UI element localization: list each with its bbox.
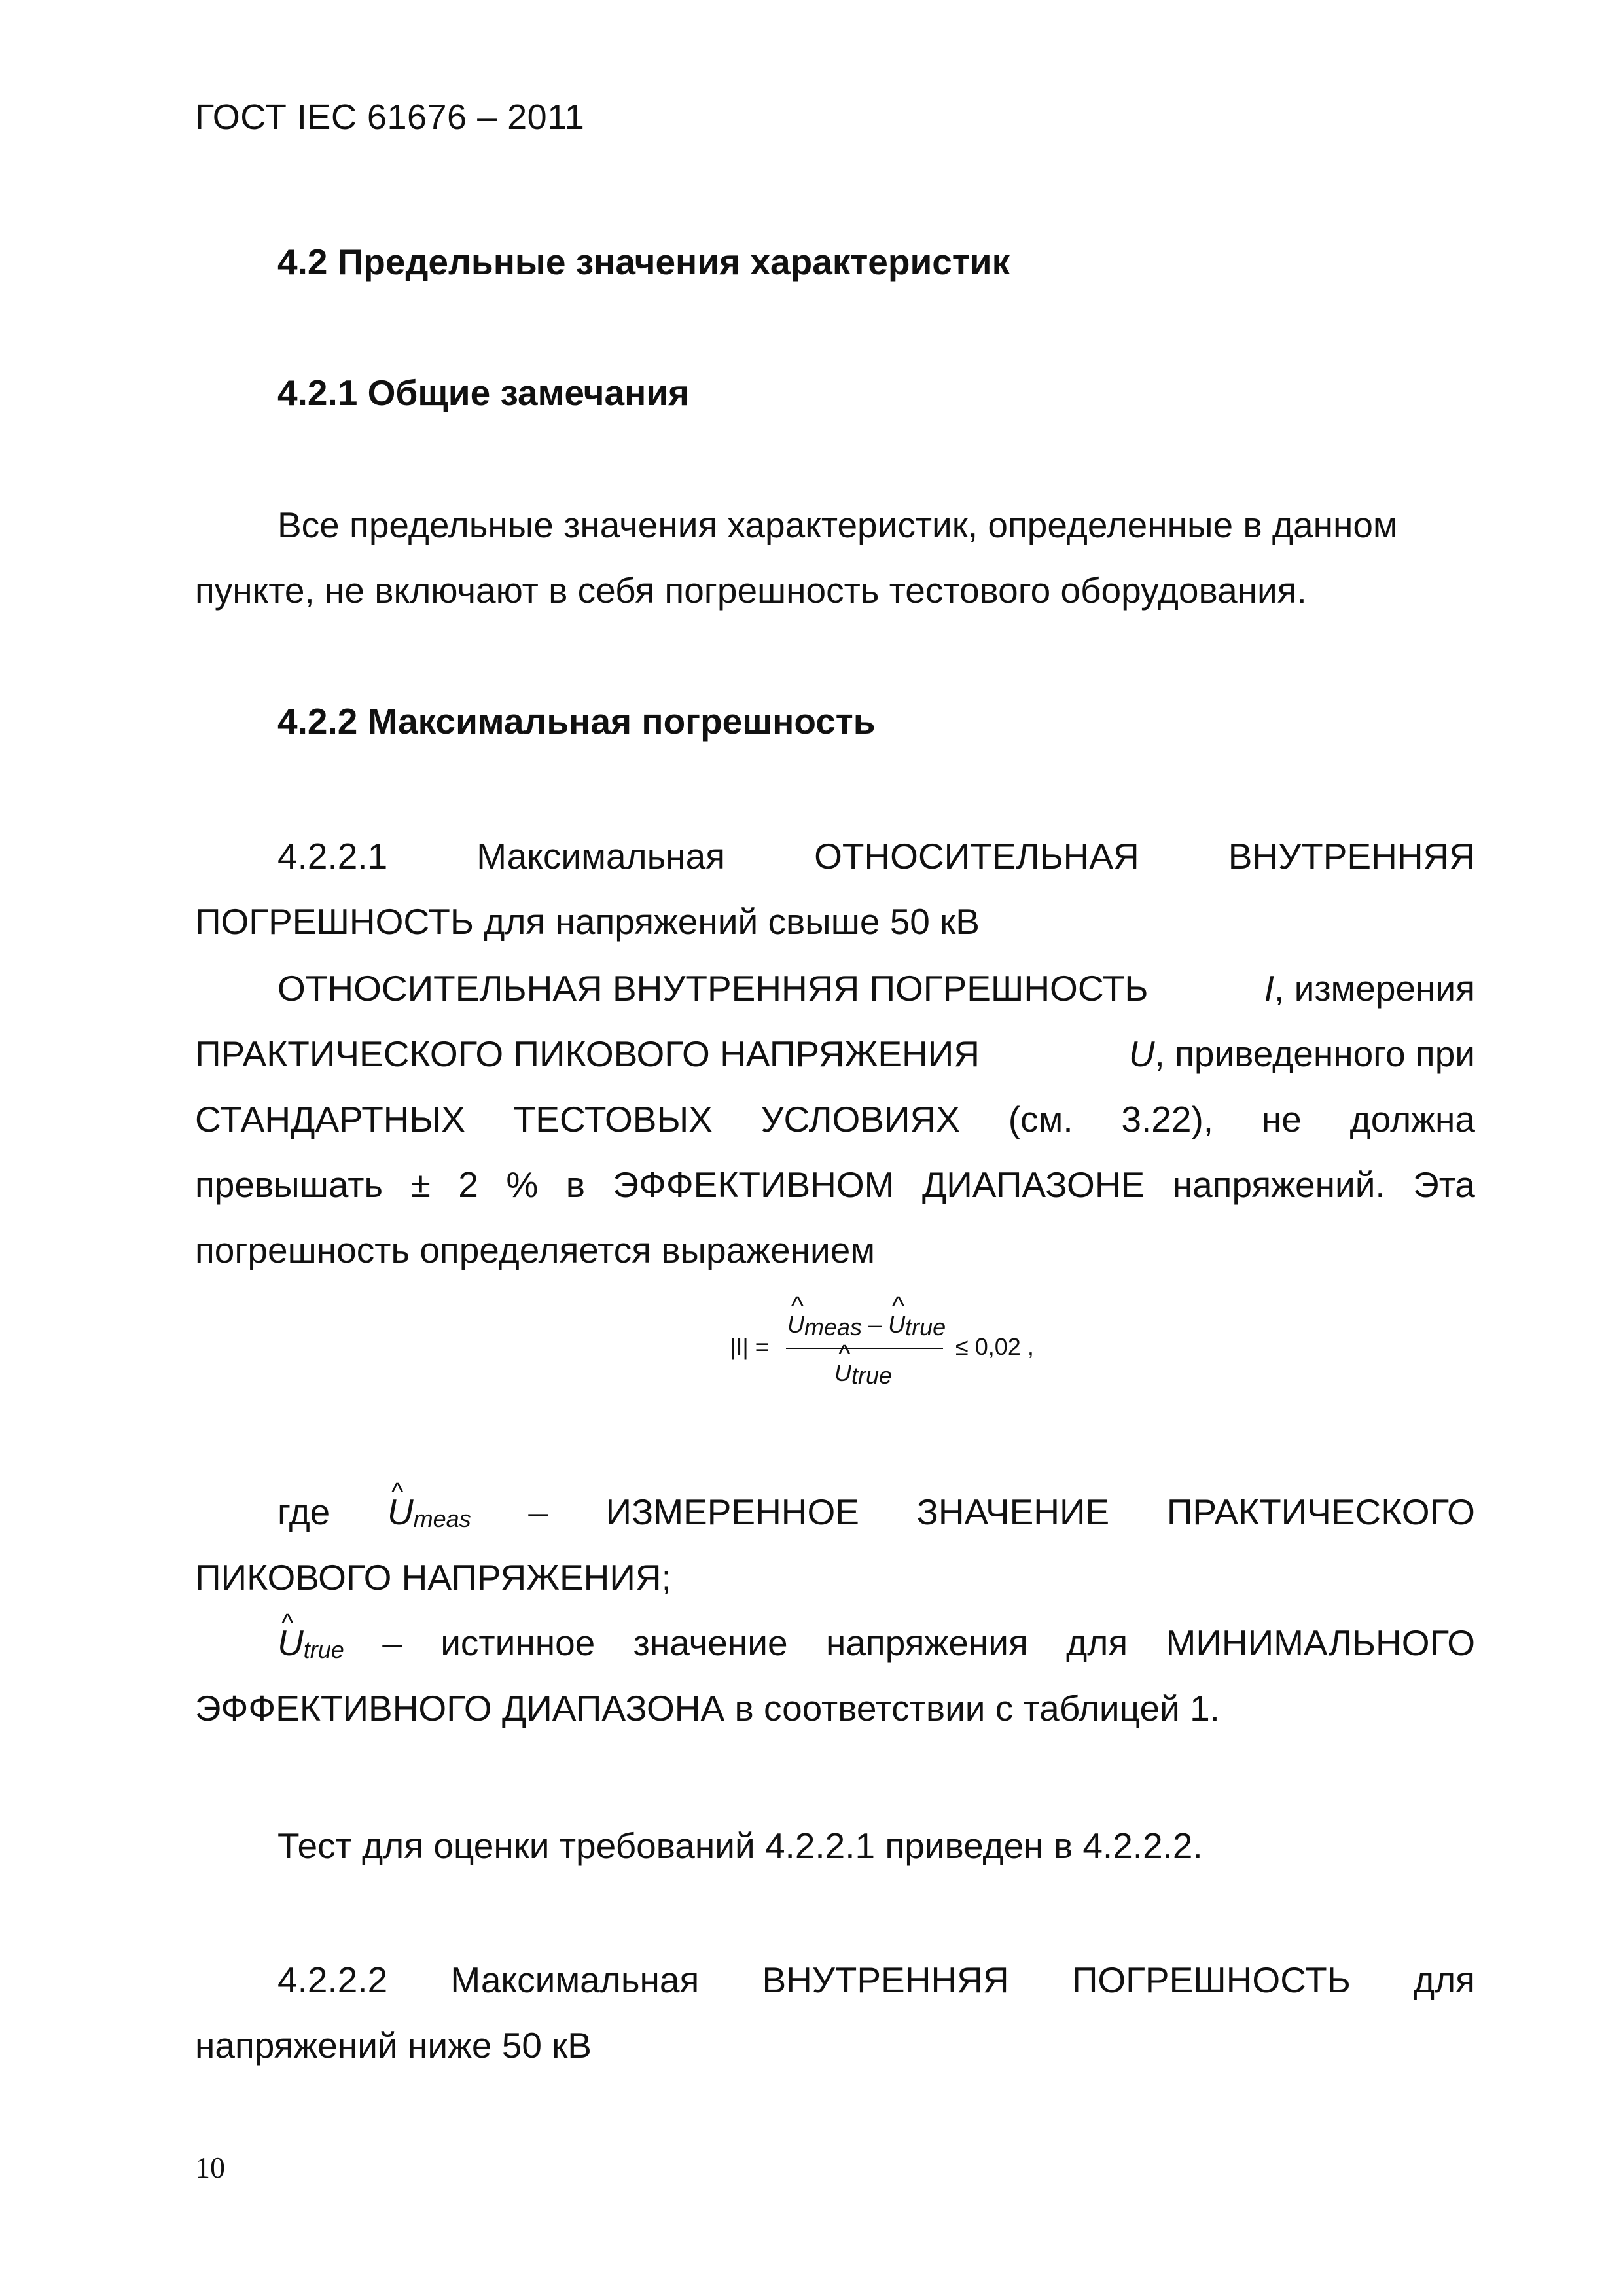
word: не xyxy=(1261,1099,1302,1139)
test-note: Тест для оценки требований 4.2.2.1 приведен в 4.2.2.2. xyxy=(277,1825,1203,1866)
word: УСЛОВИЯХ xyxy=(760,1099,960,1139)
u-hat: ^ U xyxy=(277,1610,304,1676)
formula-numerator xyxy=(787,1311,946,1338)
word: ВНУТРЕННЯЯ xyxy=(762,1960,1009,2000)
where-true-line xyxy=(277,1610,1475,1680)
word: ВНУТРЕННЯЯ xyxy=(1228,836,1475,876)
word: Эта xyxy=(1413,1164,1475,1205)
word: Максимальная xyxy=(450,1960,700,2000)
word: МИНИМАЛЬНОГО xyxy=(1166,1623,1475,1663)
u-hat-true: ^ U xyxy=(888,1311,905,1338)
paragraph-line: погрешность определяется выражением xyxy=(195,1230,876,1270)
paragraph-line: пункте, не включают в себя погрешность тестового оборудования. xyxy=(195,570,1307,611)
clause-number: 4.2.2.2 xyxy=(277,1960,388,2000)
word: ТЕСТОВЫХ xyxy=(513,1099,713,1139)
word: превышать xyxy=(195,1164,383,1205)
variable-i: I xyxy=(1264,968,1275,1009)
where-meas-line xyxy=(277,1479,1475,1549)
error-formula xyxy=(730,1299,1135,1410)
clause-number: 4.2.2.1 xyxy=(277,836,388,876)
word: ОТНОСИТЕЛЬНАЯ xyxy=(814,836,1139,876)
word: для xyxy=(1414,1960,1475,2000)
sub-true: true xyxy=(851,1362,893,1389)
word: где xyxy=(277,1492,330,1532)
page-number: 10 xyxy=(195,2151,225,2184)
variable-u: U xyxy=(1128,1033,1155,1074)
word: Максимальная xyxy=(476,836,726,876)
word: истинное xyxy=(440,1623,596,1663)
text-run: ОТНОСИТЕЛЬНАЯ ВНУТРЕННЯЯ ПОГРЕШНОСТЬ xyxy=(277,968,1149,1009)
formula-rhs: ≤ 0,02 , xyxy=(955,1333,1034,1360)
word: СТАНДАРТНЫХ xyxy=(195,1099,465,1139)
text-run: , измерения xyxy=(1274,968,1475,1009)
u-hat-true: ^ U xyxy=(834,1359,851,1387)
sub-meas: meas xyxy=(413,1505,471,1532)
standard-header: ГОСТ IEC 61676 – 2011 xyxy=(195,98,585,137)
word: ЗНАЧЕНИЕ xyxy=(916,1492,1110,1532)
section-4-2-1-title: 4.2.1 Общие замечания xyxy=(277,372,690,413)
word: в xyxy=(565,1164,585,1205)
dash: – xyxy=(382,1623,402,1663)
text-run xyxy=(1264,956,1475,1021)
where-meas-line-cont: ПИКОВОГО НАПРЯЖЕНИЯ; xyxy=(195,1557,671,1598)
word: 3.22), xyxy=(1121,1099,1214,1139)
text-run: ПРАКТИЧЕСКОГО ПИКОВОГО НАПРЯЖЕНИЯ xyxy=(195,1033,980,1074)
fraction-bar xyxy=(786,1348,943,1349)
sub-meas: meas xyxy=(804,1314,863,1340)
clause-4-2-2-2-heading-cont: напряжений ниже 50 кВ xyxy=(195,2025,592,2066)
formula-lhs: |I| = xyxy=(730,1333,769,1360)
sub-true: true xyxy=(905,1314,946,1340)
paragraph-line: Все предельные значения характеристик, определенные в данном xyxy=(277,505,1398,545)
word: (см. xyxy=(1008,1099,1073,1139)
minus-sign: – xyxy=(868,1311,882,1338)
word: для xyxy=(1066,1623,1128,1663)
text-run xyxy=(1129,1021,1475,1086)
section-4-2-2-title: 4.2.2 Максимальная погрешность xyxy=(277,701,876,742)
word: ПОГРЕШНОСТЬ xyxy=(1071,1960,1351,2000)
clause-4-2-2-1-heading-cont: ПОГРЕШНОСТЬ для напряжений свыше 50 кВ xyxy=(195,901,980,942)
word: ПРАКТИЧЕСКОГО xyxy=(1166,1492,1475,1532)
paragraph-line xyxy=(195,1021,1475,1086)
formula-denominator xyxy=(834,1359,892,1387)
word: ИЗМЕРЕННОЕ xyxy=(605,1492,859,1532)
u-hat: ^ U xyxy=(387,1479,414,1545)
where-true-line-cont: ЭФФЕКТИВНОГО ДИАПАЗОНА в соответствии с таблицей 1. xyxy=(195,1688,1220,1729)
word: значение xyxy=(633,1623,788,1663)
word: % xyxy=(506,1164,539,1205)
u-hat-meas: ^ U xyxy=(787,1311,804,1338)
paragraph-line xyxy=(195,1086,1475,1152)
paragraph-line xyxy=(195,1152,1475,1217)
clause-4-2-2-2-heading xyxy=(277,1947,1475,2013)
word: 2 xyxy=(458,1164,478,1205)
word: должна xyxy=(1349,1099,1475,1139)
paragraph-line xyxy=(277,956,1475,1021)
section-4-2-title: 4.2 Предельные значения характеристик xyxy=(277,242,1010,282)
word: ± xyxy=(410,1164,431,1205)
word: ЭФФЕКТИВНОМ xyxy=(613,1164,895,1205)
symbol-u-meas xyxy=(387,1479,471,1549)
word: напряжений. xyxy=(1172,1164,1385,1205)
word: напряжения xyxy=(825,1623,1028,1663)
text-run: , приведенного при xyxy=(1154,1033,1475,1074)
symbol-u-true xyxy=(277,1610,344,1680)
sub-true: true xyxy=(303,1636,344,1663)
clause-4-2-2-1-heading xyxy=(277,823,1475,889)
dash: – xyxy=(528,1492,548,1532)
word: ДИАПАЗОНЕ xyxy=(921,1164,1145,1205)
